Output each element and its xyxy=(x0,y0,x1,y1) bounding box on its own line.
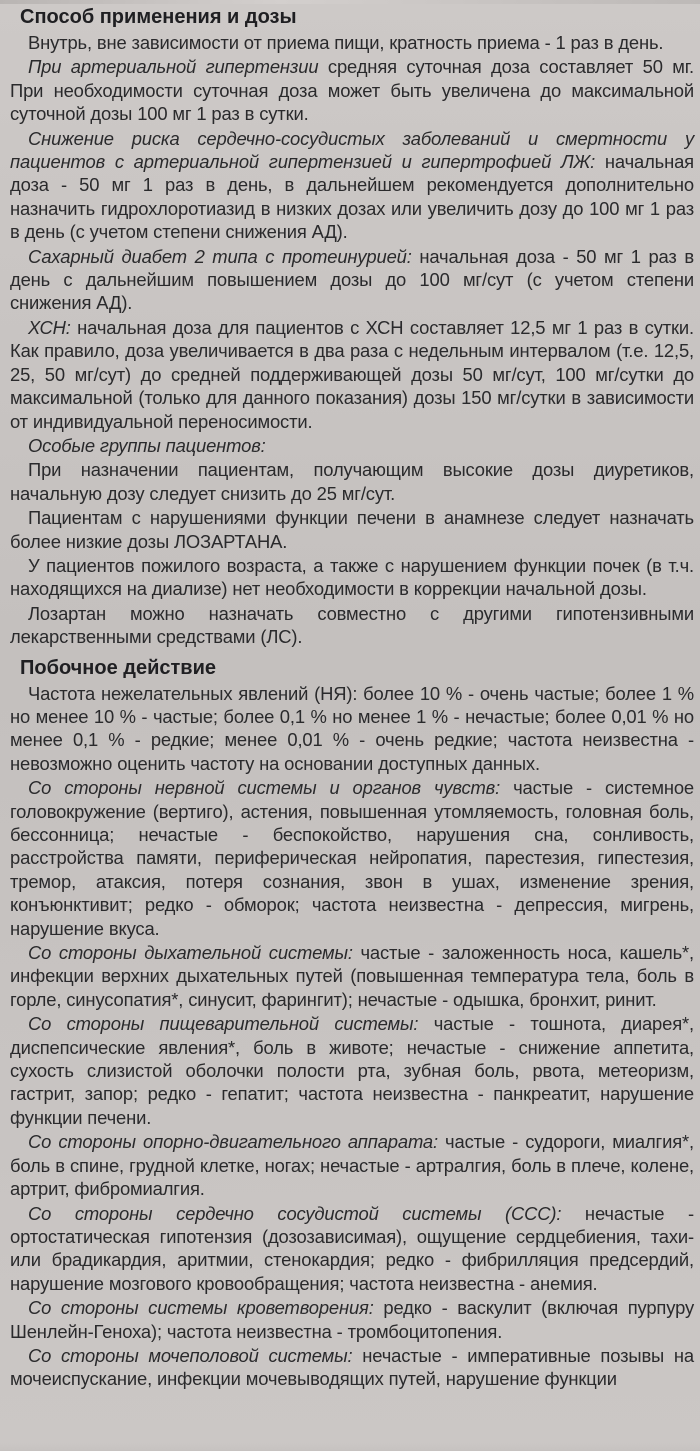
dosage-hypertension-text: средняя суточная доза составляет 50 мг. При необходимости суточная доза может быть увеличена до максимальной суточной дозы 100 мг 1 раз в сутки. xyxy=(10,56,694,125)
side-digestive xyxy=(10,1012,694,1129)
dosage-cv-risk-text: начальная доза - 50 мг 1 раз в день, в дальнейшем рекомендуется дополнительно назначить гидрохлоротиазид в низких дозах или увеличить дозу до 100 мг 1 раз в день (с учетом степени снижения АД). xyxy=(10,151,694,243)
side-musculoskeletal-text: частые - судороги, миалгия*, боль в спине, грудной клетке, ногах; нечастые - артралгия, боль в плече, колене, артрит, фибромиалгия. xyxy=(10,1131,694,1200)
bottom-edge-shade xyxy=(0,1443,700,1451)
side-cardiovascular-text: нечастые - ортостатическая гипотензия (дозозависимая), ощущение сердцебиения, тахи- или брадикардия, аритмии, стенокардия; редко - фибрилляция предсердий, нарушение мозгового кровообращения; частота неизвестна - анемия. xyxy=(10,1202,694,1294)
side-cardiovascular-term: Со стороны сердечно сосудистой системы (ССС): xyxy=(28,1202,562,1224)
dosage-general xyxy=(10,31,694,54)
dosage-hf-text: начальная доза для пациентов с ХСН составляет 12,5 мг 1 раз в сутки. Как правило, доза увеличивается в два раза с недельным интервалом (т.е. 12,5, 25, 50 мг/сут) до средней поддерживающей дозы 50 мг/сут, 100 мг/сутки до максимальной (только для данного показания) дозы 150 мг/сутки в зависимости от индивидуальной переносимости. xyxy=(10,316,694,432)
dosage-diabetes-term: Сахарный диабет 2 типа с протеинурией: xyxy=(28,245,412,267)
special-liver xyxy=(10,506,694,553)
side-digestive-text: частые - тошнота, диарея*, диспепсические явления*, боль в животе; нечастые - снижение аппетита, сухость слизистой оболочки полости рта, зубная боль, рвота, метеоризм, гастрит, запор; редко - гепатит; частота неизвестна - панкреатит, нарушение функции печени. xyxy=(10,1013,694,1128)
side-genitourinary-term: Со стороны мочеполовой системы: xyxy=(28,1344,353,1366)
side-nervous xyxy=(10,776,694,940)
side-respiratory-term: Со стороны дыхательной системы: xyxy=(28,942,353,964)
side-nervous-text: частые - системное головокружение (вертиго), астения, повышенная утомляемость, головная боль, бессонница; нечастые - беспокойство, нарушения сна, сонливость, расстройства памяти, периферическая нейропатия, парестезия, гипестезия, тремор, атаксия, потеря сознания, звон в ушах, изменение зрения, конъюнктивит; редко - обморок; частота неизвестна - депрессия, мигрень, нарушение вкуса. xyxy=(10,777,694,939)
torn-top-edge xyxy=(0,0,700,4)
special-elderly-text: У пациентов пожилого возраста, а также с нарушением функции почек (в т.ч. находящихся на диализе) нет необходимости в коррекции начальной дозы. xyxy=(10,554,694,600)
heading-dosage: Способ применения и дозы xyxy=(20,6,297,28)
side-respiratory-text: частые - заложенность носа, кашель*, инфекции верхних дыхательных путей (повышенная температура тела, боль в горле, синусопатия*, синусит, фарингит); нечастые - одышка, бронхит, ринит. xyxy=(10,942,694,1010)
side-frequency-text: Частота нежелательных явлений (НЯ): более 10 % - очень частые; более 1 % но менее 10 % - частые; более 0,1 % но менее 1 % - нечастые; более 0,01 % но менее 0,1 % - редкие; менее 0,01 % - очень редкие; частота неизвестна - невозможно оценить частоту на основании доступных данных. xyxy=(10,682,694,774)
side-hematopoietic-text: редко - васкулит (включая пурпуру Шенлейн-Геноха); частота неизвестна - тромбоцитопения. xyxy=(10,1297,694,1342)
dosage-cv-risk-term: Снижение риска сердечно-сосудистых заболеваний и смертности у пациентов с артериальной гипертензией и гипертрофией ЛЖ: xyxy=(10,127,694,173)
special-diuretics-text: При назначении пациентам, получающим высокие дозы диуретиков, начальную дозу следует снизить до 25 мг/сут. xyxy=(10,459,694,504)
special-groups-title xyxy=(10,434,694,457)
dosage-diabetes-text: начальная доза - 50 мг 1 раз в день с дальнейшим повышением дозы до 100 мг/сут (с учетом степени снижения АД). xyxy=(10,245,694,314)
side-frequency xyxy=(10,682,694,776)
dosage-hf xyxy=(10,316,694,433)
dosage-cv-risk xyxy=(10,127,694,244)
heading-side-effects: Побочное действие xyxy=(20,656,216,679)
side-hematopoietic-term: Со стороны системы кроветворения: xyxy=(28,1297,374,1319)
dosage-diabetes xyxy=(10,245,694,315)
side-genitourinary-text: нечастые - императивные позывы на мочеиспускание, инфекции мочевыводящих путей, нарушение функции xyxy=(10,1344,694,1390)
dosage-general-text: Внутрь, вне зависимости от приема пищи, кратность приема - 1 раз в день. xyxy=(28,32,664,53)
special-elderly xyxy=(10,554,694,601)
dosage-hf-term: ХСН: xyxy=(28,316,71,338)
side-cardiovascular xyxy=(10,1202,694,1296)
side-genitourinary xyxy=(10,1344,694,1391)
side-musculoskeletal xyxy=(10,1130,694,1200)
side-digestive-term: Со стороны пищеварительной системы: xyxy=(28,1013,419,1035)
special-groups-term: Особые группы пациентов: xyxy=(28,434,266,456)
special-combination xyxy=(10,602,694,649)
side-respiratory xyxy=(10,941,694,1011)
special-diuretics xyxy=(10,458,694,505)
dosage-hypertension-term: При артериальной гипертензии xyxy=(28,56,319,78)
dosage-hypertension xyxy=(10,55,694,125)
side-musculoskeletal-term: Со стороны опорно-двигательного аппарата: xyxy=(28,1131,438,1153)
side-hematopoietic xyxy=(10,1296,694,1343)
special-combination-text: Лозартан можно назначать совместно с другими гипотензивными лекарственными средствами (ЛС). xyxy=(10,602,694,648)
side-nervous-term: Со стороны нервной системы и органов чувств: xyxy=(28,777,501,799)
special-liver-text: Пациентам с нарушениями функции печени в анамнезе следует назначать более низкие дозы ЛОЗАРТАНА. xyxy=(10,507,694,552)
